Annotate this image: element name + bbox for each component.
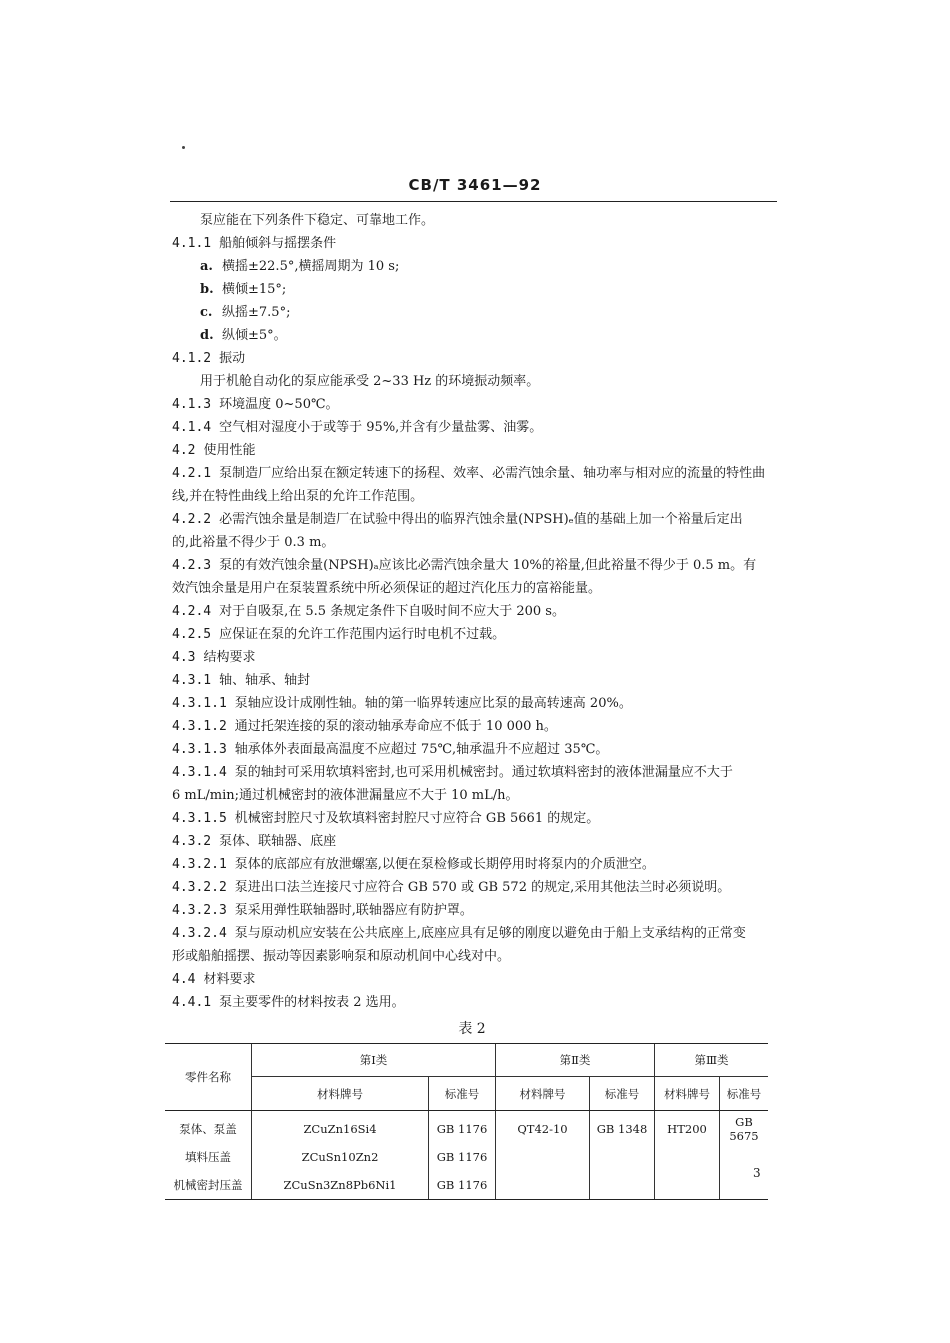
clause-text: 应保证在泵的允许工作范围内运行时电机不过载。 [219, 627, 506, 642]
table-cell [590, 1171, 655, 1200]
clause-text: 泵体的底部应有放泄螺塞,以便在泵检修或长期停用时将泵内的介质泄空。 [234, 857, 655, 872]
clause-number: 4.1.2 [172, 351, 212, 366]
clause-number: 4.3.2.3 [172, 903, 227, 918]
list-item-label: d. [200, 328, 214, 343]
clause-number: 4.3.1.5 [172, 811, 227, 826]
clause-line [172, 347, 772, 370]
table-cell: HT200 [655, 1111, 720, 1144]
clause-text: 泵轴应设计成刚性轴。轴的第一临界转速应比泵的最高转速高 20%。 [234, 696, 632, 711]
clause-number: 4.3.2.1 [172, 857, 227, 872]
clause-text: 形或船舶摇摆、振动等因素影响泵和原动机间中心线对中。 [172, 949, 511, 964]
table-cell [655, 1143, 720, 1171]
subheader-material-1: 材料牌号 [252, 1077, 429, 1111]
subheader-material-2: 材料牌号 [496, 1077, 590, 1111]
clause-number: 4.2.2 [172, 512, 212, 527]
clause-text: 结构要求 [203, 650, 256, 665]
subheader-standard-2: 标准号 [590, 1077, 655, 1111]
clause-line [172, 577, 772, 600]
clause-text: 材料要求 [203, 972, 256, 987]
clause-text: 泵的轴封可采用软填料密封,也可采用机械密封。通过软填料密封的液体泄漏量应不大于 [234, 765, 733, 780]
clause-text: 环境温度 0~50℃。 [219, 397, 339, 412]
clause-number: 4.4 [172, 972, 196, 987]
part-name-cell: 填料压盖 [185, 1150, 231, 1164]
group-header-class-1: 第Ⅰ类 [252, 1044, 496, 1077]
list-item-label: c. [200, 305, 213, 320]
table-cell [720, 1143, 769, 1171]
clause-line [172, 646, 772, 669]
clause-text: 泵采用弹性联轴器时,联轴器应有防护罩。 [234, 903, 473, 918]
part-name-cell: 泵体、泵盖 [179, 1122, 237, 1136]
clause-text: 泵主要零件的材料按表 2 选用。 [219, 995, 405, 1010]
clause-text: 纵摇±7.5°; [222, 305, 291, 320]
part-name-cell: 机械密封压盖 [165, 1171, 252, 1200]
materials-table [165, 1043, 768, 1200]
table-row [165, 1171, 768, 1200]
scan-speck [182, 146, 185, 149]
clause-text: 对于自吸泵,在 5.5 条规定条件下自吸时间不应大于 200 s。 [219, 604, 565, 619]
clause-number: 4.3 [172, 650, 196, 665]
table-cell: GB 1348 [590, 1111, 655, 1144]
clause-line [172, 922, 772, 945]
clause-line [172, 301, 772, 324]
clause-line [172, 876, 772, 899]
clause-text: 横摇±22.5°,横摇周期为 10 s; [222, 259, 400, 274]
clause-text: 纵倾±5°。 [222, 328, 287, 343]
clause-text: 泵的有效汽蚀余量(NPSH)ₐ应该比必需汽蚀余量大 10%的裕量,但此裕量不得少于 0.5 m。有 [219, 558, 757, 573]
clause-line [172, 761, 772, 784]
clause-number: 4.2.3 [172, 558, 212, 573]
clause-number: 4.1.4 [172, 420, 212, 435]
clause-number: 4.3.2.2 [172, 880, 227, 895]
clause-number: 4.1.3 [172, 397, 212, 412]
clause-line [172, 209, 772, 232]
clause-number: 4.3.2.4 [172, 926, 227, 941]
clause-text: 必需汽蚀余量是制造厂在试验中得出的临界汽蚀余量(NPSH)ₑ值的基础上加一个裕量后定出 [219, 512, 743, 527]
subheader-material-3: 材料牌号 [655, 1077, 720, 1111]
table-cell [720, 1171, 769, 1200]
clause-line [172, 830, 772, 853]
clause-line [172, 462, 772, 485]
clause-line [172, 278, 772, 301]
clause-text: 轴承体外表面最高温度不应超过 75℃,轴承温升不应超过 35℃。 [234, 742, 609, 757]
table-cell [590, 1143, 655, 1171]
clause-number: 4.3.1.1 [172, 696, 227, 711]
clause-line [172, 554, 772, 577]
clause-list [172, 209, 772, 1014]
subheader-standard-3: 标准号 [720, 1077, 769, 1111]
clause-number: 4.3.1.3 [172, 742, 227, 757]
clause-line [172, 393, 772, 416]
stub-header: 零件名称 [165, 1044, 252, 1111]
clause-text: 机械密封腔尺寸及软填料密封腔尺寸应符合 GB 5661 的规定。 [234, 811, 600, 826]
clause-text: 使用性能 [203, 443, 256, 458]
clause-text: 用于机舱自动化的泵应能承受 2~33 Hz 的环境振动频率。 [200, 374, 540, 389]
clause-text: 泵进出口法兰连接尺寸应符合 GB 570 或 GB 572 的规定,采用其他法兰时必须说明。 [234, 880, 731, 895]
list-item-label: a. [200, 259, 213, 274]
clause-number: 4.3.1 [172, 673, 212, 688]
clause-text: 船舶倾斜与摇摆条件 [219, 236, 337, 251]
document-body [172, 209, 772, 1200]
clause-line [172, 899, 772, 922]
list-item-label: b. [200, 282, 214, 297]
header-rule [170, 201, 777, 202]
clause-line [172, 669, 772, 692]
clause-line [172, 324, 772, 347]
clause-text: 6 mL/min;通过机械密封的液体泄漏量应不大于 10 mL/h。 [172, 788, 519, 803]
clause-line [172, 853, 772, 876]
clause-number: 4.1.1 [172, 236, 212, 251]
table-cell [496, 1143, 590, 1171]
clause-number: 4.2.1 [172, 466, 212, 481]
clause-text: 线,并在特性曲线上给出泵的允许工作范围。 [172, 489, 424, 504]
clause-line [172, 715, 772, 738]
clause-line [172, 255, 772, 278]
clause-line [172, 807, 772, 830]
clause-number: 4.2 [172, 443, 196, 458]
clause-line [172, 485, 772, 508]
table-row [165, 1111, 768, 1144]
clause-text: 空气相对湿度小于或等于 95%,并含有少量盐雾、油雾。 [219, 420, 543, 435]
table-cell: GB 1176 [429, 1171, 496, 1200]
clause-text: 通过托架连接的泵的滚动轴承寿命应不低于 10 000 h。 [234, 719, 557, 734]
table-cell [655, 1171, 720, 1200]
clause-line [172, 232, 772, 255]
clause-line [172, 784, 772, 807]
table-cell: GB 1176 [429, 1111, 496, 1144]
clause-text: 轴、轴承、轴封 [219, 673, 311, 688]
clause-line [172, 416, 772, 439]
clause-line [172, 623, 772, 646]
clause-number: 4.3.1.2 [172, 719, 227, 734]
clause-text: 的,此裕量不得少于 0.3 m。 [172, 535, 335, 550]
clause-text: 泵制造厂应给出泵在额定转速下的扬程、效率、必需汽蚀余量、轴功率与相对应的流量的特性曲 [219, 466, 766, 481]
clause-line [172, 370, 772, 393]
clause-text: 振动 [219, 351, 246, 366]
clause-line [172, 968, 772, 991]
subheader-standard-1: 标准号 [429, 1077, 496, 1111]
clause-number: 4.3.2 [172, 834, 212, 849]
clause-text: 泵应能在下列条件下稳定、可靠地工作。 [200, 213, 435, 228]
table-cell: ZCuZn16Si4 [252, 1111, 429, 1144]
table-cell: ZCuSn3Zn8Pb6Ni1 [252, 1171, 429, 1200]
clause-line [172, 738, 772, 761]
clause-line [172, 439, 772, 462]
table-caption: 表 2 [458, 1021, 486, 1037]
group-header-class-2: 第Ⅱ类 [496, 1044, 655, 1077]
group-header-class-3: 第Ⅲ类 [655, 1044, 769, 1077]
table-cell: ZCuSn10Zn2 [252, 1143, 429, 1171]
clause-text: 泵体、联轴器、底座 [219, 834, 337, 849]
clause-line [172, 508, 772, 531]
table-cell: GB 1176 [429, 1143, 496, 1171]
clause-number: 4.2.5 [172, 627, 212, 642]
clause-text: 效汽蚀余量是用户在泵装置系统中所必须保证的超过汽化压力的富裕能量。 [172, 581, 602, 596]
standard-number-header: CB/T 3461—92 [408, 176, 542, 194]
clause-line [172, 991, 772, 1014]
clause-line [172, 692, 772, 715]
table-cell [496, 1171, 590, 1200]
clause-text: 横倾±15°; [222, 282, 287, 297]
page-number: 3 [753, 1166, 761, 1180]
clause-number: 4.3.1.4 [172, 765, 227, 780]
clause-line [172, 600, 772, 623]
table-cell: QT42-10 [496, 1111, 590, 1144]
clause-line [172, 945, 772, 968]
clause-number: 4.4.1 [172, 995, 212, 1010]
clause-text: 泵与原动机应安装在公共底座上,底座应具有足够的刚度以避免由于船上支承结构的正常变 [234, 926, 746, 941]
clause-number: 4.2.4 [172, 604, 212, 619]
clause-line [172, 531, 772, 554]
table-row [165, 1143, 768, 1171]
table-cell: GB 5675 [720, 1111, 769, 1144]
